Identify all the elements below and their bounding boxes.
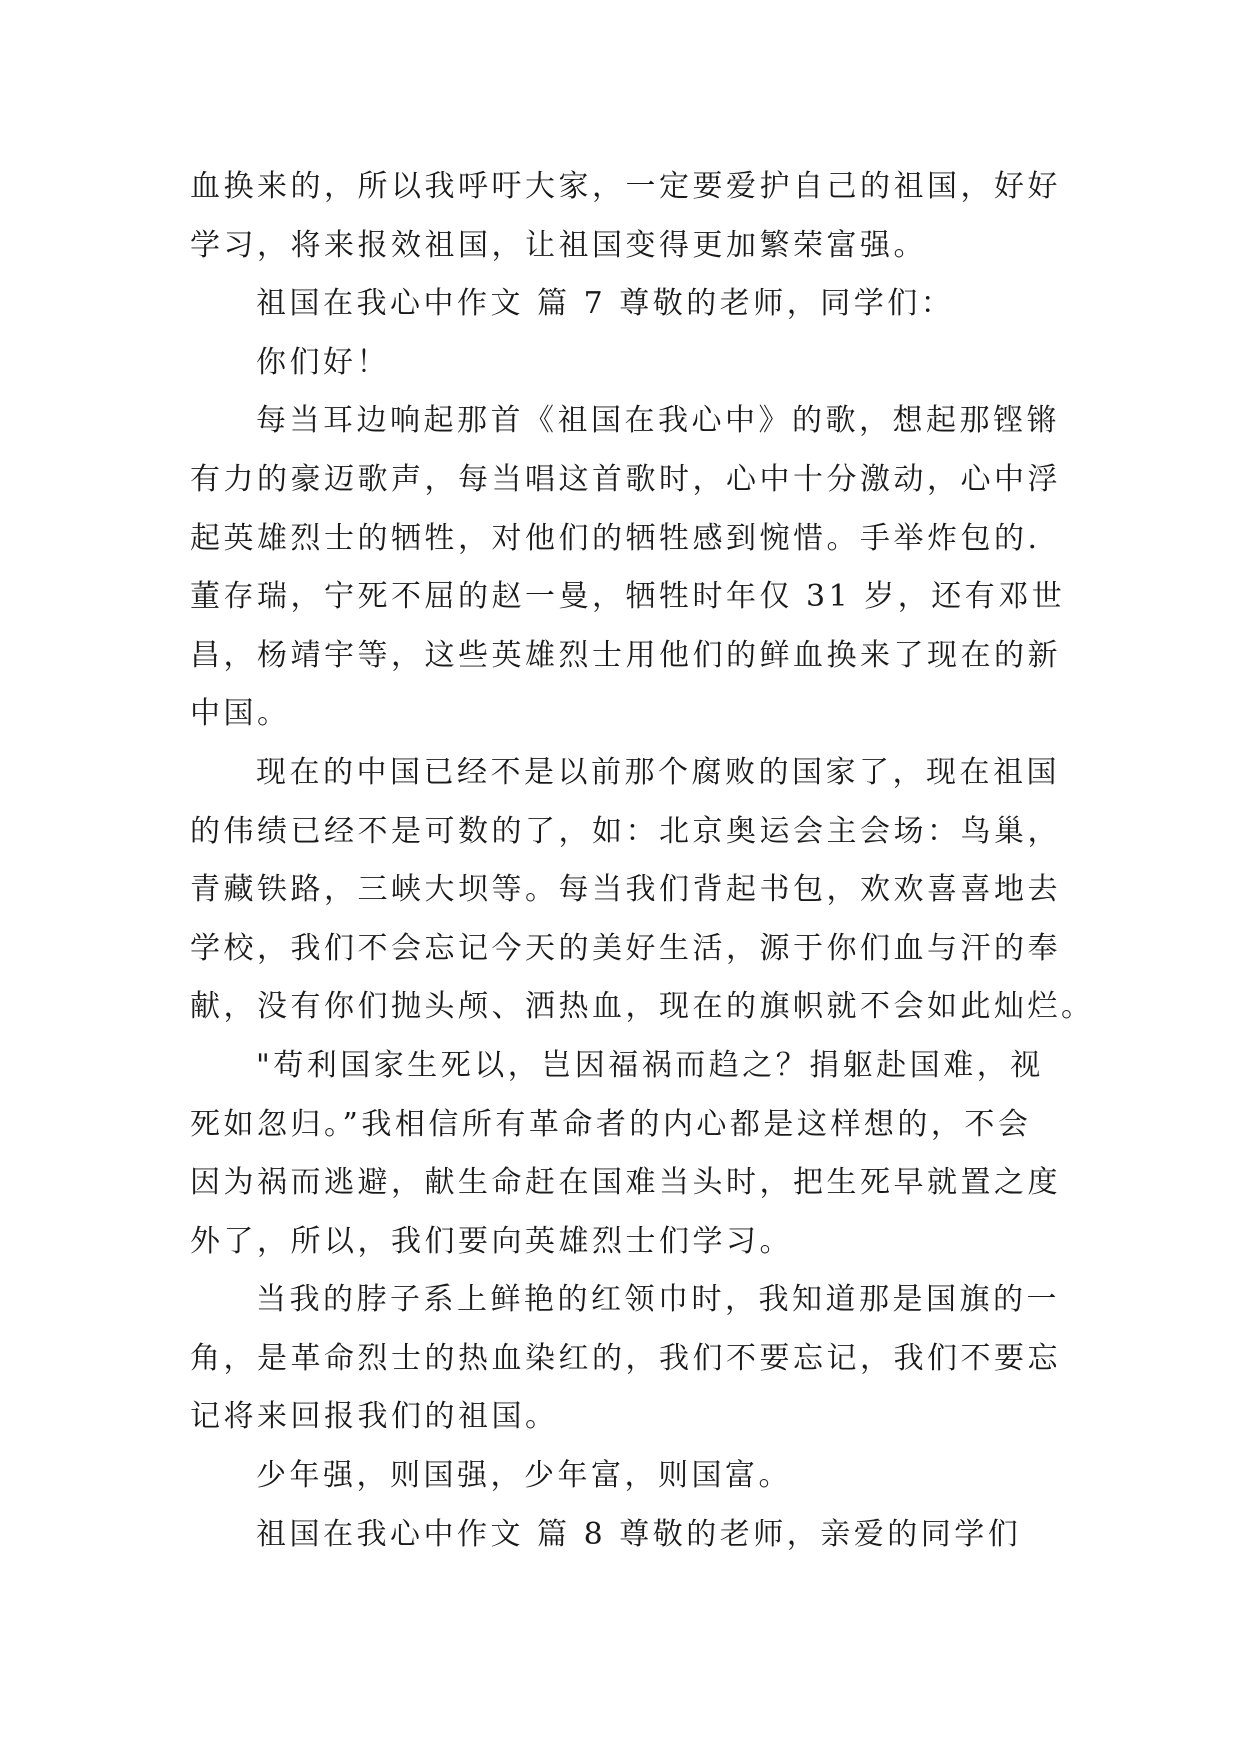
text-line: "苟利国家生死以，岂因福祸而趋之？捐躯赴国难，视 (256, 1047, 1044, 1083)
text-line: 中国。 (190, 696, 291, 732)
text-line: 有力的豪迈歌声，每当唱这首歌时，心中十分激动，心中浮 (190, 461, 1061, 497)
text-line: 记将来回报我们的祖国。 (190, 1399, 559, 1435)
text-line: 当我的脖子系上鲜艳的红领巾时，我知道那是国旗的一 (256, 1282, 1060, 1318)
text-line: 因为祸而逃避，献生命赶在国难当头时，把生死早就置之度 (190, 1165, 1061, 1201)
text-line: 的伟绩已经不是可数的了，如：北京奥运会主会场：鸟巢， (190, 813, 1061, 849)
text-line: 外了，所以，我们要向英雄烈士们学习。 (190, 1223, 793, 1259)
text-line: 青藏铁路，三峡大坝等。每当我们背起书包，欢欢喜喜地去 (190, 872, 1061, 908)
text-line: 献，没有你们抛头颅、洒热血，现在的旗帜就不会如此灿烂。 (190, 989, 1095, 1025)
text-line: 学习，将来报效祖国，让祖国变得更加繁荣富强。 (190, 227, 927, 263)
text-line: 现在的中国已经不是以前那个腐败的国家了，现在祖国 (256, 754, 1060, 790)
essay-body (190, 158, 1095, 1564)
text-line: 董存瑞，宁死不屈的赵一曼，牺牲时年仅 31 岁，还有邓世 (190, 579, 1066, 615)
text-line: 每当耳边响起那首《祖国在我心中》的歌，想起那铿锵 (256, 403, 1060, 439)
essay-heading-line: 祖国在我心中作文 篇 7 尊敬的老师，同学们： (256, 286, 955, 322)
text-line: 学校，我们不会忘记今天的美好生活，源于你们血与汗的奉 (190, 930, 1061, 966)
greeting-line: 你们好！ (256, 344, 390, 380)
essay-heading-line: 祖国在我心中作文 篇 8 尊敬的老师，亲爱的同学们 (256, 1516, 1022, 1552)
text-line: 死如忽归。”我相信所有革命者的内心都是这样想的，不会 (190, 1106, 1032, 1142)
text-line: 昌，杨靖宇等，这些英雄烈士用他们的鲜血换来了现在的新 (190, 637, 1061, 673)
text-line: 血换来的，所以我呼吁大家，一定要爱护自己的祖国，好好 (190, 169, 1061, 204)
text-line: 角，是革命烈士的热血染红的，我们不要忘记，我们不要忘 (190, 1340, 1061, 1376)
text-line: 起英雄烈士的牺牲，对他们的牺牲感到惋惜。手举炸包的. (190, 520, 1041, 556)
text-line: 少年强，则国强，少年富，则国富。 (256, 1458, 792, 1494)
